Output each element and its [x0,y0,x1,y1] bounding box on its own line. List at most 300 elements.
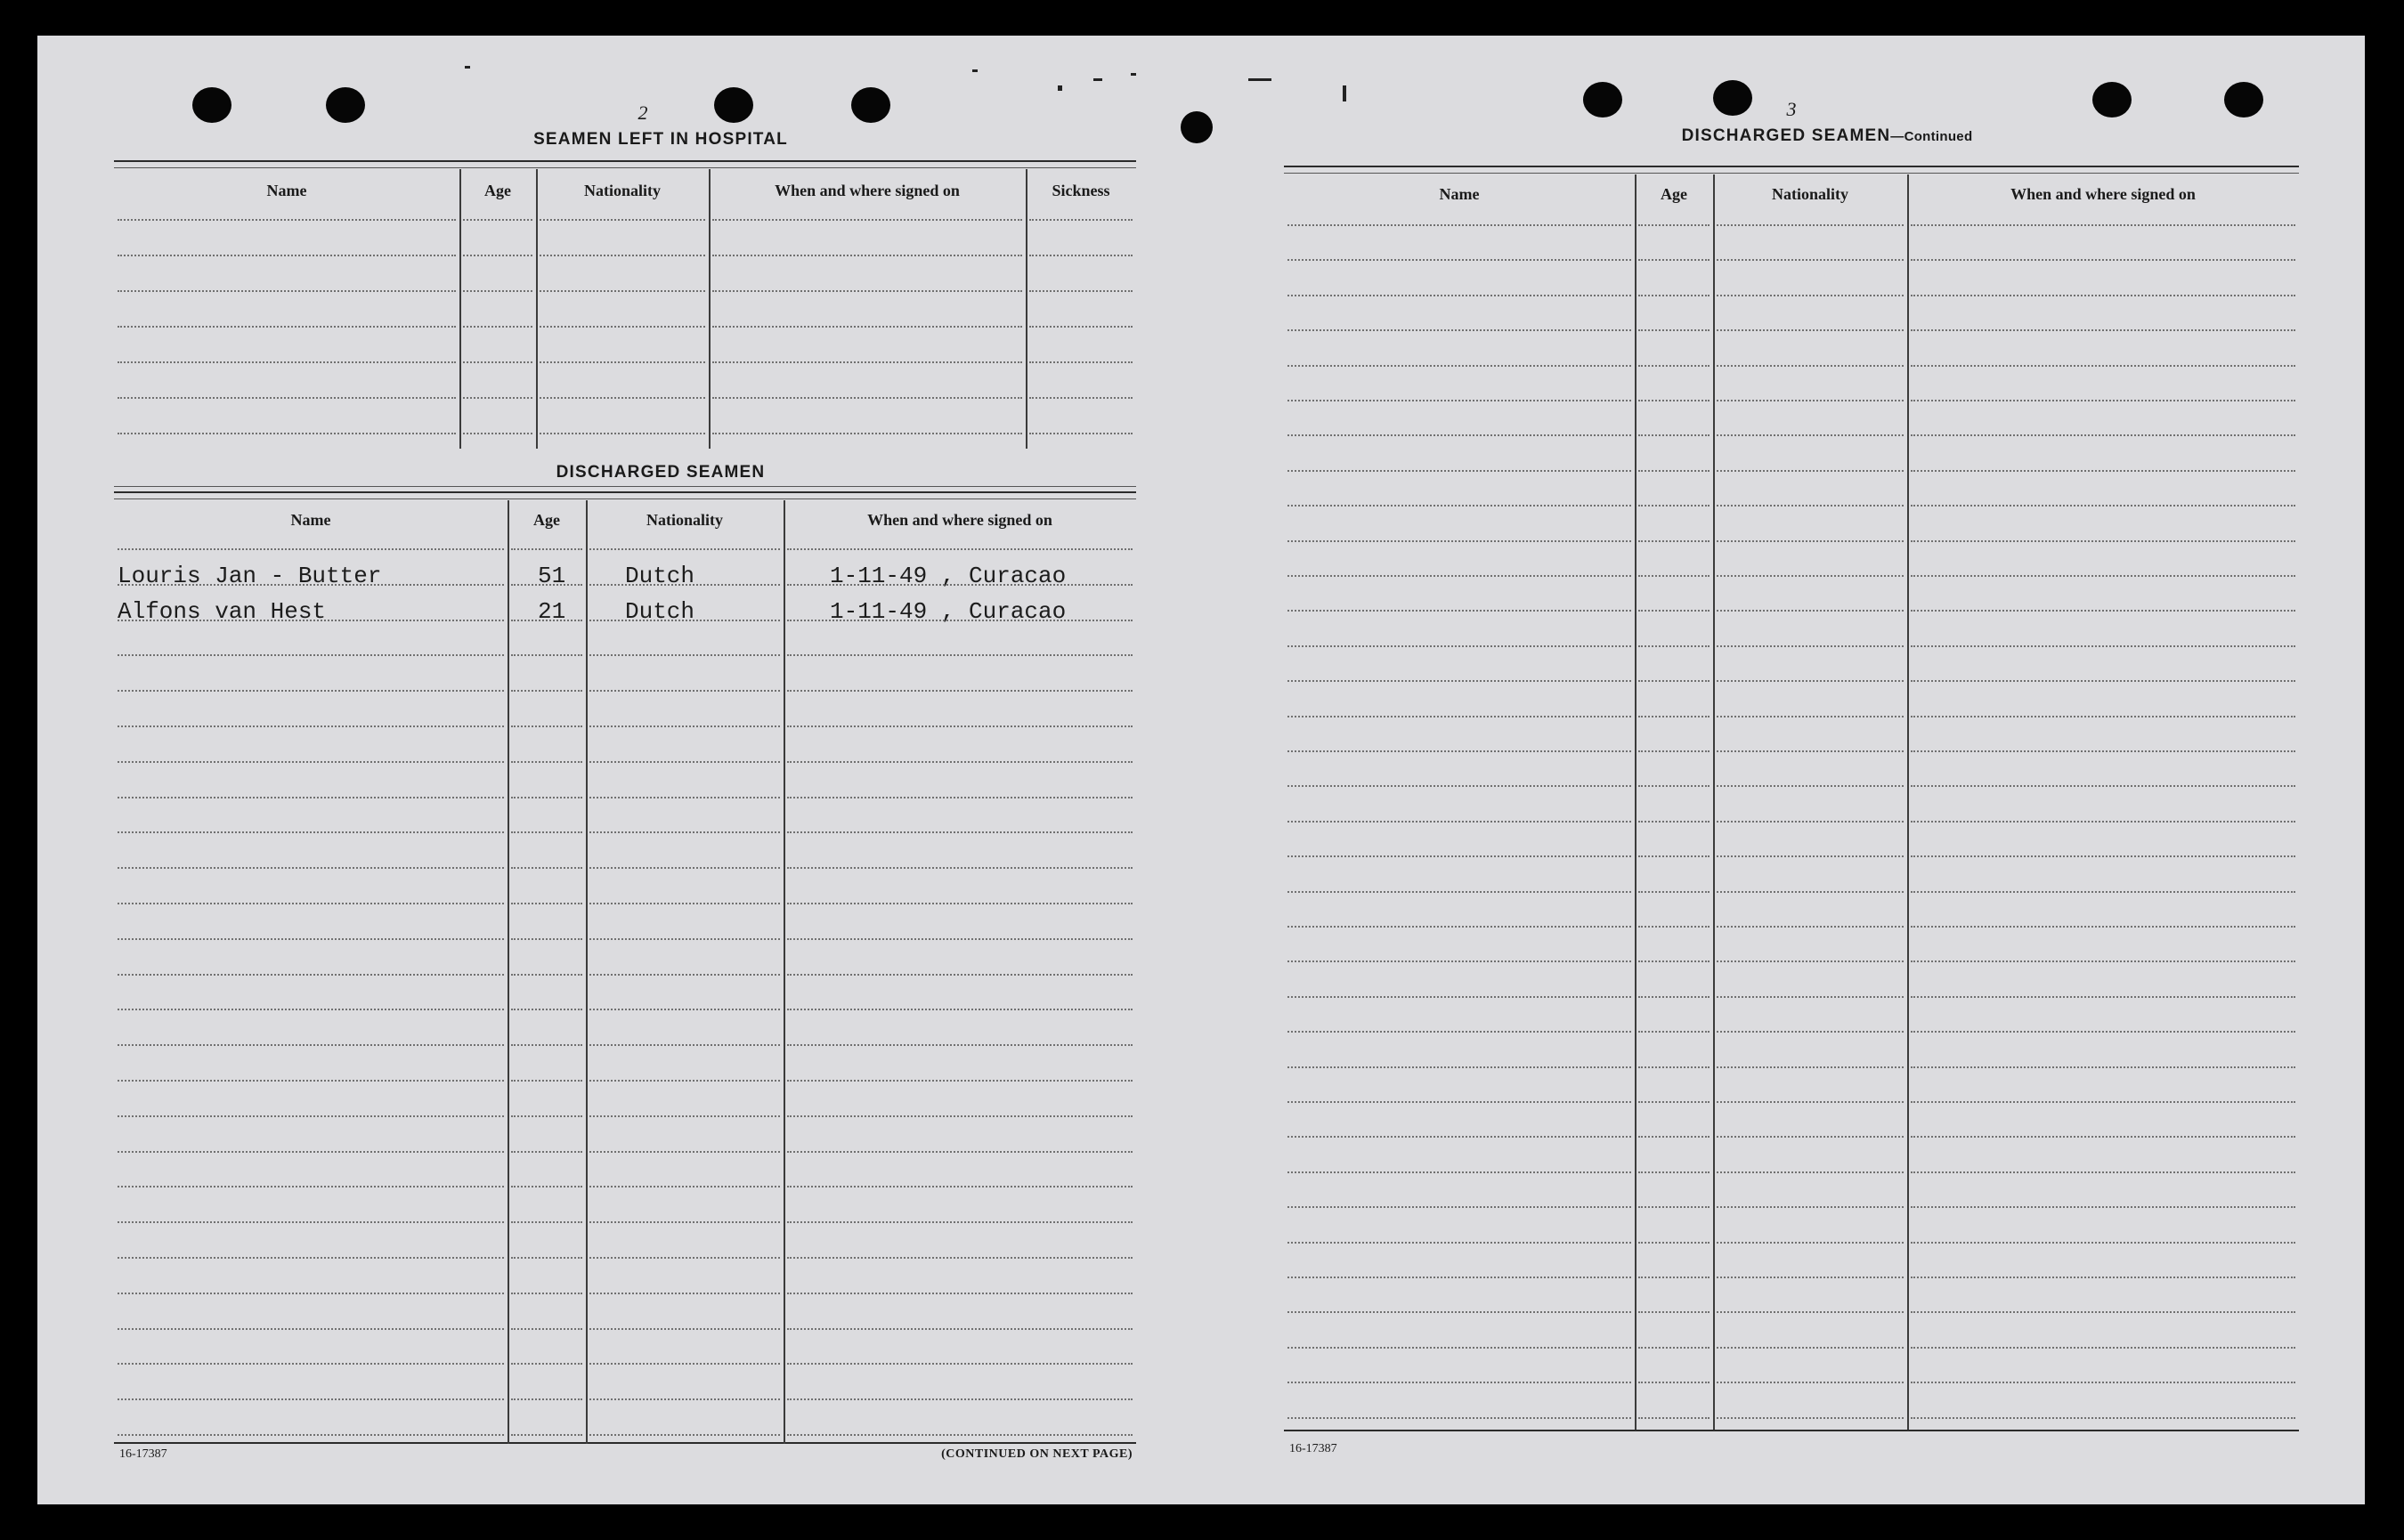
ruled-line [712,219,1022,221]
ruled-line [1717,680,1904,682]
ruled-line [1638,434,1710,436]
ruled-line [118,1186,504,1187]
ruled-line [1287,470,1631,472]
ruled-line [1287,750,1631,752]
ruled-line [1717,645,1904,647]
ruled-line [1911,645,2295,647]
punch-hole [851,87,890,123]
ruled-line [1638,996,1710,998]
ruled-line [1287,1066,1631,1068]
ruled-line [1638,1031,1710,1033]
ruled-line [1287,1136,1631,1138]
ruled-line [1029,290,1133,292]
discharged-col-signed-on: When and where signed on [867,510,1052,529]
ruled-line [1717,1206,1904,1208]
ruled-line [118,1328,504,1330]
ruled-line [511,938,582,940]
row2-signed-on: 1-11-49 , Curacao [830,598,1067,625]
ruled-line [787,1398,1133,1400]
ruled-line [1638,295,1710,296]
ruled-line [1911,1136,2295,1138]
ruled-line [118,1080,504,1082]
ruled-line [118,1257,504,1259]
ruled-line [1638,1171,1710,1173]
ruled-line [118,361,456,363]
ruled-line [787,761,1133,763]
ruled-line [1287,680,1631,682]
ruled-line [1638,960,1710,962]
ruled-line [1638,540,1710,542]
ruled-line [118,255,456,256]
ruled-line [1717,1277,1904,1278]
ruled-line [589,1009,780,1010]
ruled-line [787,690,1133,692]
ruled-line [1911,575,2295,577]
ruled-line [1287,1242,1631,1244]
page-number-right: 3 [1786,98,1797,120]
ruled-line [787,1221,1133,1223]
ruled-line [1287,1277,1631,1278]
ruled-line [1911,855,2295,857]
ruled-line [787,797,1133,798]
hospital-section-title: SEAMEN LEFT IN HOSPITAL [533,130,788,149]
ruled-line [712,397,1022,399]
ruled-line [712,326,1022,328]
ruled-line [1638,821,1710,823]
row1-name: Louris Jan - Butter [118,563,382,589]
ruled-line [1717,1101,1904,1103]
ruled-line [118,974,504,976]
ruled-line [1717,716,1904,717]
ruled-line [1287,821,1631,823]
ruled-line [1911,1311,2295,1313]
punch-hole [2092,82,2132,118]
row1-nationality: Dutch [625,563,695,589]
ruled-line [589,974,780,976]
punch-hole [192,87,231,123]
ruled-line [1638,680,1710,682]
ruled-line [589,1257,780,1259]
right-col-age: Age [1661,184,1687,203]
ruled-line [118,725,504,727]
ruled-line [118,1363,504,1365]
ruled-line [118,1293,504,1294]
ruled-line [118,1044,504,1046]
ruled-line [1911,1382,2295,1383]
ruled-line [1911,365,2295,367]
ruled-line [1287,295,1631,296]
ruled-line [118,654,504,656]
ruled-line [1717,365,1904,367]
ruled-line [511,548,582,550]
ruled-line [787,1363,1133,1365]
hospital-col-signed-on: When and where signed on [775,181,960,199]
ink-speck [465,66,470,69]
ruled-line [1287,1311,1631,1313]
ruled-line [1638,1277,1710,1278]
ruled-line [1638,645,1710,647]
ruled-line [787,1293,1133,1294]
ruled-line [1638,1417,1710,1419]
ruled-line [787,1080,1133,1082]
ruled-line [1717,926,1904,928]
form-number-left: 16-17387 [119,1447,167,1461]
ruled-line [589,903,780,904]
ruled-line [1717,259,1904,261]
ruled-line [712,433,1022,434]
ruled-line [1717,785,1904,787]
punch-hole [1713,80,1752,116]
ruled-line [118,1434,504,1436]
right-col-name: Name [1439,184,1480,203]
ruled-line [589,761,780,763]
row1-age: 51 [538,563,566,589]
punch-hole [714,87,753,123]
ruled-line [1638,329,1710,331]
ruled-line [1911,1206,2295,1208]
ruled-line [1717,1031,1904,1033]
ruled-line [540,397,705,399]
ruled-line [540,290,705,292]
discharged-continued-table [1284,166,2299,1476]
ruled-line [118,1151,504,1153]
ruled-line [1911,505,2295,507]
ruled-line [589,1363,780,1365]
ruled-line [511,1257,582,1259]
ruled-line [118,831,504,833]
ruled-line [511,1186,582,1187]
right-col-nationality: Nationality [1771,184,1848,203]
ruled-line [1911,996,2295,998]
ruled-line [1717,1382,1904,1383]
ruled-line [1638,400,1710,401]
ruled-line [1638,505,1710,507]
ruled-line [1911,680,2295,682]
ruled-line [1287,610,1631,612]
ruled-line [1911,1347,2295,1349]
ruled-line [787,620,1133,621]
ruled-line [589,548,780,550]
discharged-col-name: Name [290,510,331,529]
continued-note: (CONTINUED ON NEXT PAGE) [941,1447,1133,1461]
row2-age: 21 [538,598,566,625]
ruled-line [1717,960,1904,962]
ruled-line [511,1044,582,1046]
ruled-line [118,938,504,940]
ruled-line [787,548,1133,550]
ruled-line [511,1151,582,1153]
right-col-signed-on: When and where signed on [2010,184,2196,203]
ruled-line [589,1398,780,1400]
ruled-line [118,1221,504,1223]
ruled-line [1287,365,1631,367]
ruled-line [1287,224,1631,226]
ruled-line [1911,1417,2295,1419]
ruled-line [1287,1417,1631,1419]
ruled-line [511,1363,582,1365]
hospital-col-sickness: Sickness [1052,181,1110,199]
ruled-line [787,867,1133,869]
ruled-line [118,397,456,399]
ruled-line [589,1186,780,1187]
form-number-right: 16-17387 [1289,1442,1337,1455]
ruled-line [463,433,532,434]
ruled-line [1911,259,2295,261]
ruled-line [1287,1382,1631,1383]
ruled-line [1911,224,2295,226]
ruled-line [712,255,1022,256]
ruled-line [1717,1171,1904,1173]
ruled-line [1717,1311,1904,1313]
ruled-line [1638,926,1710,928]
ink-speck [1093,78,1102,81]
ruled-line [712,361,1022,363]
ruled-line [1287,540,1631,542]
ruled-line [118,1009,504,1010]
ruled-line [1717,575,1904,577]
row1-signed-on: 1-11-49 , Curacao [830,563,1067,589]
ruled-line [1287,575,1631,577]
ruled-line [1638,785,1710,787]
ruled-line [463,361,532,363]
ruled-line [1638,1101,1710,1103]
ruled-line [1911,926,2295,928]
ruled-line [1638,1311,1710,1313]
ruled-line [1911,610,2295,612]
ruled-line [511,797,582,798]
ledger-sheet [37,36,2365,1504]
ruled-line [511,1009,582,1010]
ruled-line [1911,960,2295,962]
ruled-line [589,1293,780,1294]
ruled-line [540,326,705,328]
ruled-line [1717,610,1904,612]
ruled-line [1287,1171,1631,1173]
ruled-line [787,1328,1133,1330]
ruled-line [1717,540,1904,542]
ruled-line [1287,329,1631,331]
ruled-line [1911,716,2295,717]
ruled-line [787,1115,1133,1117]
ruled-line [712,290,1022,292]
ruled-line [787,831,1133,833]
ruled-line [1911,434,2295,436]
ruled-line [1287,891,1631,893]
ruled-line [589,1434,780,1436]
ruled-line [1717,996,1904,998]
ruled-line [1638,1066,1710,1068]
ruled-line [1287,716,1631,717]
ruled-line [787,1009,1133,1010]
ruled-line [1717,329,1904,331]
ruled-line [1638,470,1710,472]
ruled-line [1638,1206,1710,1208]
ruled-line [1717,434,1904,436]
ruled-line [118,584,504,586]
hospital-col-age: Age [484,181,511,199]
page-number-left: 2 [638,101,648,124]
ruled-line [1911,891,2295,893]
ruled-line [1911,1031,2295,1033]
ruled-line [463,255,532,256]
ruled-line [118,290,456,292]
ruled-line [1638,1136,1710,1138]
ruled-line [1287,1101,1631,1103]
ruled-line [1911,400,2295,401]
ruled-line [787,1151,1133,1153]
hospital-col-name: Name [266,181,307,199]
ink-speck [1131,73,1136,76]
ruled-line [511,1398,582,1400]
ruled-line [511,1115,582,1117]
ruled-line [1638,259,1710,261]
ruled-line [1287,505,1631,507]
discharged-col-age: Age [533,510,560,529]
ink-speck [972,69,978,72]
ruled-line [1717,505,1904,507]
ruled-line [1287,400,1631,401]
ruled-line [511,654,582,656]
ruled-line [589,725,780,727]
ruled-line [1029,361,1133,363]
ruled-line [1717,1417,1904,1419]
ruled-line [589,620,780,621]
ruled-line [1638,855,1710,857]
row2-nationality: Dutch [625,598,695,625]
ruled-line [463,397,532,399]
ruled-line [787,1044,1133,1046]
discharged-col-nationality: Nationality [646,510,723,529]
ruled-line [1287,996,1631,998]
ruled-line [787,584,1133,586]
ruled-line [511,1080,582,1082]
ruled-line [589,1115,780,1117]
ruled-line [1287,1347,1631,1349]
ruled-line [511,584,582,586]
ruled-line [1287,855,1631,857]
ruled-line [1287,645,1631,647]
ruled-line [511,761,582,763]
ruled-line [1911,1242,2295,1244]
ruled-line [540,255,705,256]
ruled-line [787,903,1133,904]
punch-hole [1583,82,1622,118]
ruled-line [1717,891,1904,893]
ruled-line [1911,329,2295,331]
ruled-line [1911,540,2295,542]
ruled-line [1638,224,1710,226]
ruled-line [118,690,504,692]
ruled-line [1638,575,1710,577]
ruled-line [511,903,582,904]
ruled-line [511,620,582,621]
ruled-line [1638,750,1710,752]
ruled-line [1911,295,2295,296]
ruled-line [1029,433,1133,434]
ruled-line [1638,610,1710,612]
ruled-line [1287,434,1631,436]
ruled-line [1717,1242,1904,1244]
ruled-line [118,326,456,328]
ruled-line [589,1044,780,1046]
ruled-line [463,290,532,292]
ruled-line [511,974,582,976]
right-section-title-suffix: —Continued [1890,129,1973,144]
ruled-line [787,1257,1133,1259]
ruled-line [118,219,456,221]
ruled-line [1717,295,1904,296]
ruled-line [118,761,504,763]
ruled-line [1287,926,1631,928]
ruled-line [511,1293,582,1294]
ruled-line [1911,1066,2295,1068]
ruled-line [589,797,780,798]
ruled-line [1287,785,1631,787]
ruled-line [1717,470,1904,472]
ruled-line [589,831,780,833]
ruled-line [1029,397,1133,399]
ruled-line [1029,219,1133,221]
ruled-line [1029,255,1133,256]
ruled-line [118,620,504,621]
ruled-line [511,690,582,692]
ruled-line [463,326,532,328]
ruled-line [540,219,705,221]
ruled-line [1717,750,1904,752]
ruled-line [1029,326,1133,328]
ruled-line [1638,365,1710,367]
ruled-line [1911,1101,2295,1103]
ruled-line [589,867,780,869]
ruled-line [589,938,780,940]
ruled-line [1911,821,2295,823]
ruled-line [1638,716,1710,717]
ruled-line [1717,224,1904,226]
ruled-line [589,1080,780,1082]
punch-hole [326,87,365,123]
ruled-line [1911,785,2295,787]
ruled-line [540,361,705,363]
ruled-line [511,831,582,833]
ruled-line [118,797,504,798]
ruled-line [787,938,1133,940]
ruled-line [787,974,1133,976]
ruled-line [1287,1206,1631,1208]
ruled-line [589,654,780,656]
row2-name: Alfons van Hest [118,598,327,625]
ruled-line [787,1186,1133,1187]
ruled-line [1638,1242,1710,1244]
ruled-line [1717,1347,1904,1349]
ruled-line [1287,960,1631,962]
ruled-line [118,433,456,434]
ruled-line [540,433,705,434]
ruled-line [787,725,1133,727]
hospital-col-nationality: Nationality [583,181,661,199]
ruled-line [1911,750,2295,752]
ruled-line [1911,1277,2295,1278]
discharged-section-title: DISCHARGED SEAMEN [556,463,766,482]
hospital-table [114,160,1136,490]
ruled-line [1638,1382,1710,1383]
ruled-line [1717,855,1904,857]
discharged-table [114,491,1136,1446]
ruled-line [1717,1136,1904,1138]
ruled-line [511,1221,582,1223]
ruled-line [511,1328,582,1330]
ruled-line [463,219,532,221]
ink-speck [1058,85,1062,91]
